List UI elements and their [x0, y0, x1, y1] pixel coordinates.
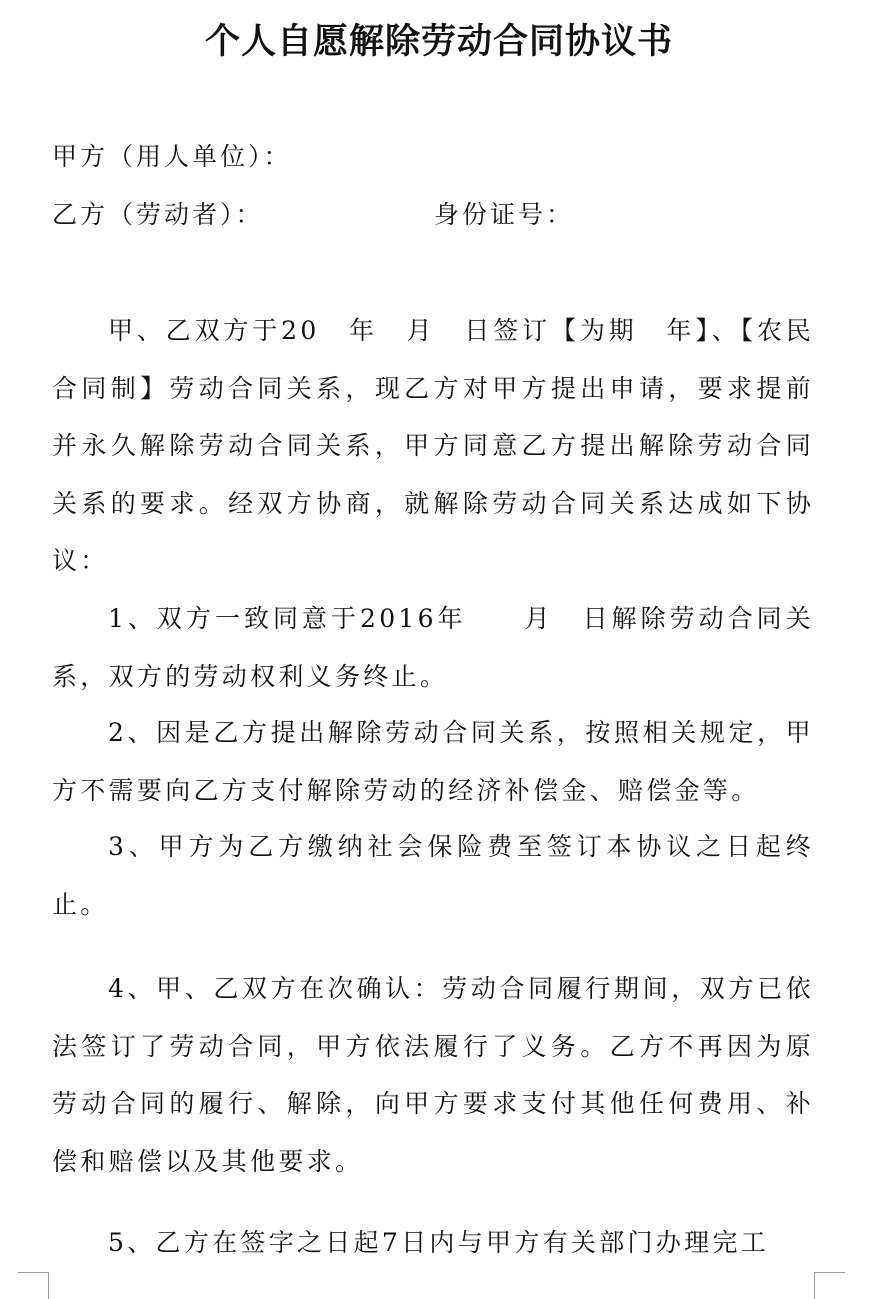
clause-4: 4、甲、乙双方在次确认：劳动合同履行期间，双方已依法签订了劳动合同，甲方依法履行了义务。乙方不再因为原劳动合同的履行、解除，向甲方要求支付其他任何费用、补偿和赔偿以及其他要求。 [52, 974, 814, 1176]
party-a-label: 甲方（用人单位）： [52, 142, 292, 171]
clause-2: 2、因是乙方提出解除劳动合同关系，按照相关规定，甲方不需要向乙方支付解除劳动的经济补偿金、赔偿金等。 [52, 718, 814, 805]
clause-3: 3、甲方为乙方缴纳社会保险费至签订本协议之日起终止。 [52, 832, 814, 919]
clause-5: 5、乙方在签字之日起7日内与甲方有关部门办理完工 [108, 1228, 770, 1257]
clause-1: 1、双方一致同意于2016年 月 日解除劳动合同关系，双方的劳动权利义务终止。 [52, 604, 814, 691]
page-corner-mark-left [18, 1272, 49, 1299]
document-title: 个人自愿解除劳动合同协议书 [204, 22, 673, 62]
id-number-label: 身份证号： [434, 200, 575, 229]
intro-paragraph: 甲、乙双方于20 年 月 日签订【为期 年】、【农民合同制】劳动合同关系，现乙方对甲方提出申请，要求提前并永久解除劳动合同关系，甲方同意乙方提出解除劳动合同关系的要求。经双方协商，就解除劳动合同关系达成如下协议： [52, 316, 814, 575]
page-corner-mark-right [814, 1272, 845, 1299]
party-b-label: 乙方（劳动者）： [52, 200, 264, 229]
